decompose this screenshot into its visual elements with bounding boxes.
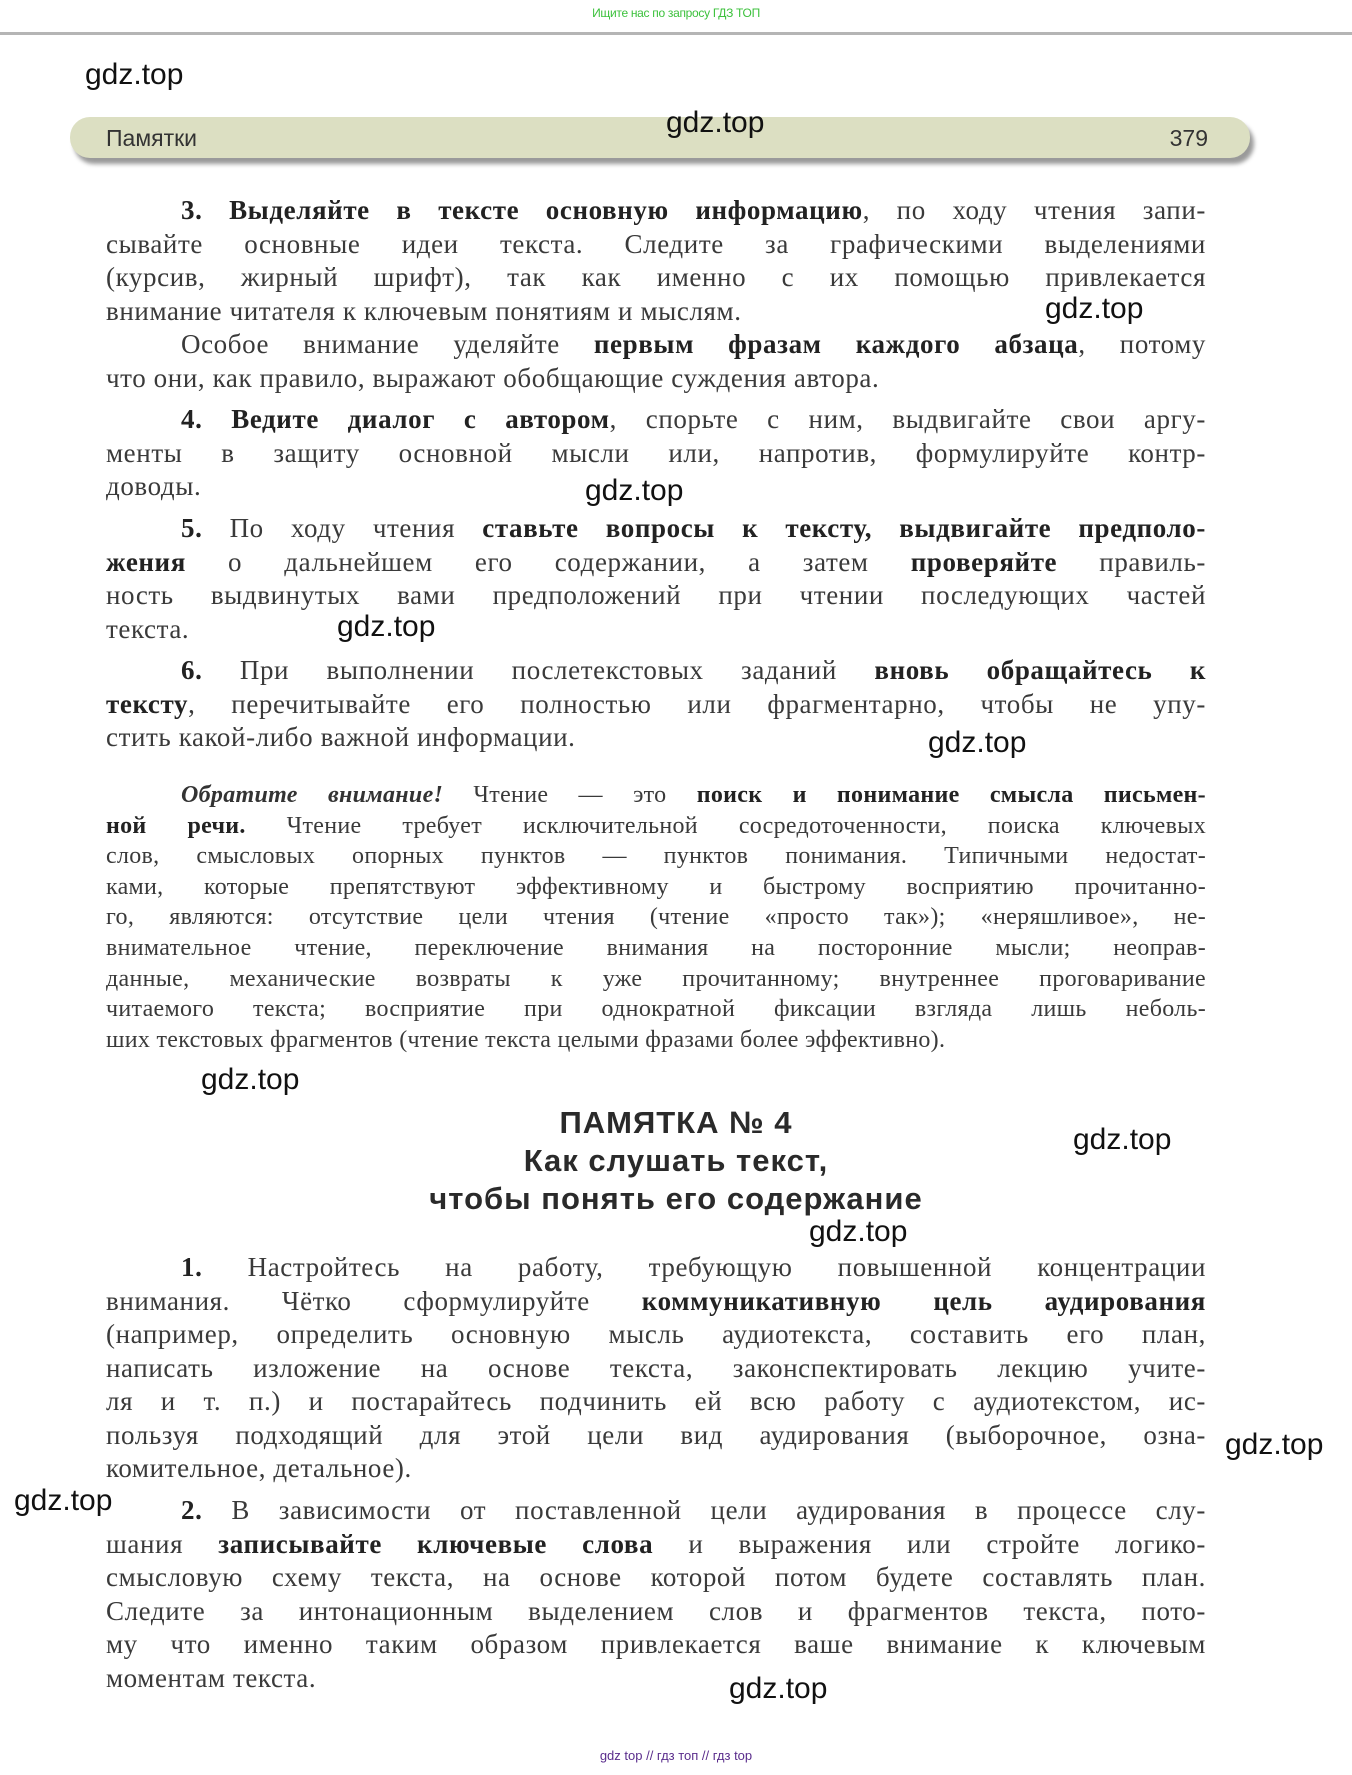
- memo-heading-number: ПАМЯТКА № 4: [559, 1105, 793, 1140]
- text: данные, механические возвраты к уже прочитанному; внутреннее проговаривание: [106, 965, 1206, 992]
- watermark-text: gdz.top: [1045, 292, 1144, 325]
- text: , потому: [1078, 329, 1206, 359]
- memo-heading-subtitle: чтобы понять его содержание: [429, 1181, 923, 1216]
- watermark-text: gdz.top: [729, 1672, 828, 1705]
- section-title: Памятки: [106, 125, 198, 151]
- text: внимание читателя к ключевым понятиям и мыслям.: [106, 295, 742, 326]
- memo-heading-title: Как слушать текст,: [523, 1143, 829, 1178]
- text-line: [106, 228, 1206, 261]
- bold-text: 1.: [181, 1252, 203, 1282]
- text-line: [106, 1561, 1206, 1594]
- text-line: [106, 1628, 1206, 1661]
- search-hint-banner: Ищите нас по запросу ГДЗ ТОП: [592, 6, 760, 20]
- text: ность выдвинутых вами предположений при чтении последующих частей: [106, 580, 1206, 610]
- text-line: [106, 1385, 1206, 1418]
- text: , по ходу чтения запи-: [862, 195, 1206, 225]
- text: что они, как правило, выражают обобщающие суждения автора.: [106, 362, 880, 393]
- text: По ходу чтения: [202, 513, 483, 543]
- text: комительное, детальное).: [106, 1453, 412, 1483]
- text-line: [106, 579, 1206, 612]
- text: му что именно таким образом привлекается ваше внимание к ключевым: [106, 1629, 1206, 1659]
- bold-text: поиск и понимание смысла письмен-: [696, 782, 1206, 808]
- text: моментам текста.: [106, 1662, 317, 1693]
- text: При выполнении послетекстовых заданий: [202, 655, 875, 685]
- text-line: [181, 512, 1206, 545]
- text: Чтение требует исключительной сосредоточенности, поиска ключевых: [245, 812, 1206, 839]
- text: слов, смысловых опорных пунктов — пунктов понимания. Типичными недостат-: [106, 843, 1206, 870]
- text: менты в защиту основной мысли или, напротив, формулируйте контр-: [106, 437, 1206, 468]
- text-line: [106, 1352, 1206, 1385]
- text: сывайте основные идеи текста. Следите за графическими выделениями: [106, 228, 1206, 259]
- text: , спорьте с ним, выдвигайте свои аргу-: [609, 404, 1206, 434]
- bold-text: тексту: [106, 688, 189, 719]
- text: шания: [106, 1528, 219, 1559]
- watermark-text: gdz.top: [337, 610, 436, 643]
- watermark-text: gdz.top: [201, 1063, 300, 1096]
- text: о дальнейшем его содержании, а затем: [185, 546, 911, 577]
- text-line: [106, 1318, 1206, 1351]
- text-line: [106, 1528, 1206, 1561]
- bold-text: жения: [106, 546, 186, 577]
- text-line: [106, 613, 1206, 646]
- text: ля и т. п.) и постарайтесь подчинить ей всю работу с аудиотекстом, ис-: [106, 1386, 1206, 1416]
- text-line: [106, 1419, 1206, 1452]
- text-line: [106, 546, 1206, 579]
- watermark-text: gdz.top: [1225, 1428, 1324, 1461]
- text: внимания. Чётко сформулируйте: [106, 1285, 642, 1316]
- text-line: [106, 688, 1206, 721]
- text: внимательное чтение, переключение внимания на посторонние мысли; неоправ-: [106, 935, 1206, 961]
- watermark-text: gdz.top: [585, 474, 684, 507]
- bold-text: записывайте ключевые слова: [218, 1528, 654, 1559]
- text: пользуя подходящий для этой цели вид аудирования (выборочное, озна-: [106, 1419, 1206, 1450]
- watermark-text: gdz.top: [14, 1484, 113, 1517]
- text: ших текстовых фрагментов (чтение текста целыми фразами более эффективно).: [106, 1026, 946, 1053]
- text: написать изложение на основе текста, законспектировать лекцию учите-: [106, 1352, 1206, 1383]
- page-header-bar: [70, 117, 1250, 158]
- text-line: [106, 721, 1206, 754]
- watermark-text: gdz.top: [928, 726, 1027, 759]
- text: Следите за интонационным выделением слов и фрагментов текста, пото-: [106, 1595, 1206, 1626]
- text: , перечитывайте его полностью или фрагментарно, чтобы не упу-: [188, 688, 1206, 719]
- text-line: [106, 1595, 1206, 1628]
- text: смысловую схему текста, на основе которой потом будете составлять план.: [106, 1562, 1206, 1592]
- bold-text: вновь обращайтесь к: [874, 655, 1206, 685]
- bold-text: 5.: [181, 513, 203, 543]
- text-line: [106, 1662, 1206, 1695]
- text-line: [181, 654, 1206, 687]
- text-line: [181, 1251, 1206, 1284]
- text-line: [181, 1494, 1206, 1527]
- footer-links: gdz top // гдз топ // гдз top: [599, 1748, 753, 1763]
- text-line: [106, 1025, 1206, 1055]
- text-line: [181, 403, 1206, 436]
- bold-text: 3. Выделяйте в тексте основную информацию: [181, 195, 863, 225]
- text: Чтение — это: [443, 782, 697, 808]
- text: го, являются: отсутствие цели чтения (чтение «просто так»); «неряшливое», не-: [106, 904, 1206, 931]
- text: текста.: [106, 613, 190, 644]
- text-line: [106, 1452, 1206, 1485]
- bold-text: первым фразам каждого абзаца: [593, 329, 1079, 359]
- text: читаемого текста; восприятие при однократной фиксации взгляда лишь неболь-: [106, 996, 1206, 1023]
- text: ками, которые препятствуют эффективному и быстрому восприятию прочитанно-: [106, 873, 1206, 900]
- text-line: [106, 362, 1206, 395]
- text-line: [106, 437, 1206, 470]
- text: Настройтесь на работу, требующую повышенной концентрации: [202, 1252, 1206, 1282]
- bold-text: 6.: [181, 655, 203, 685]
- text: стить какой-либо важной информации.: [106, 722, 576, 752]
- bold-text: коммуникативную цель аудирования: [641, 1285, 1206, 1316]
- divider: [0, 32, 1352, 35]
- italic-text: Обратите внимание!: [181, 782, 444, 808]
- text: (курсив, жирный шрифт), так как именно с их помощью привлекается: [106, 262, 1206, 292]
- page-number: 379: [1169, 125, 1208, 151]
- watermark-text: gdz.top: [666, 106, 765, 139]
- text-line: [106, 902, 1206, 932]
- text: (например, определить основную мысль аудиотекста, составить его план,: [106, 1319, 1206, 1349]
- text: и выражения или стройте логико-: [653, 1528, 1206, 1559]
- bold-text: ной речи.: [106, 812, 246, 839]
- text-line: [106, 933, 1206, 963]
- watermark-text: gdz.top: [809, 1215, 908, 1248]
- bold-text: 2.: [181, 1495, 203, 1525]
- text-line: [106, 1285, 1206, 1318]
- bold-text: проверяйте: [910, 546, 1058, 577]
- text-line: [106, 811, 1206, 841]
- text-line: [106, 964, 1206, 994]
- text-line: [106, 261, 1206, 294]
- text-line: [181, 194, 1206, 227]
- text: Особое внимание уделяйте: [181, 329, 594, 359]
- text: правиль-: [1057, 546, 1206, 577]
- text-line: [106, 841, 1206, 871]
- text: В зависимости от поставленной цели аудирования в процессе слу-: [202, 1495, 1206, 1525]
- bold-text: ставьте вопросы к тексту, выдвигайте предполо-: [482, 513, 1206, 543]
- text-line: [106, 872, 1206, 902]
- watermark-text: gdz.top: [1073, 1123, 1172, 1156]
- text-line: [106, 994, 1206, 1024]
- watermark-text: gdz.top: [85, 58, 184, 91]
- text-line: [181, 780, 1206, 810]
- text-line: [106, 295, 1206, 328]
- text: доводы.: [106, 471, 202, 501]
- text-line: [181, 328, 1206, 361]
- bold-text: 4. Ведите диалог с автором: [181, 404, 610, 434]
